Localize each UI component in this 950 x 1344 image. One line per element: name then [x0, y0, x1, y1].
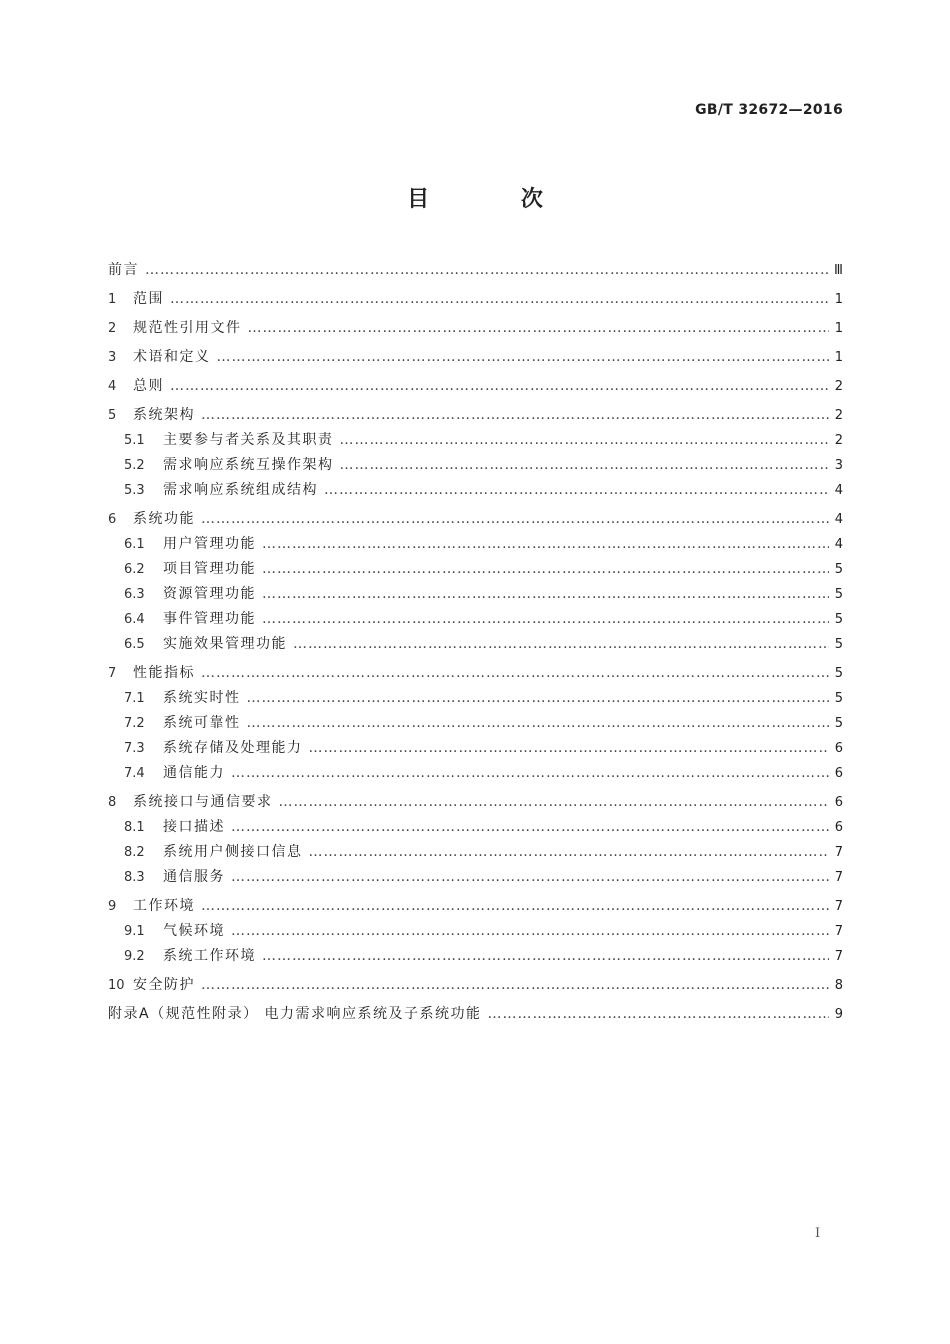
toc-entry-number: 9: [108, 899, 117, 914]
toc-entry[interactable]: [108, 815, 843, 840]
page-number: I: [815, 1226, 821, 1241]
toc-entry-number: 6: [108, 512, 117, 527]
toc-entry[interactable]: [108, 532, 843, 557]
toc-dot-leader: [340, 428, 829, 453]
toc-dot-leader: [201, 894, 829, 919]
toc-entry-page: 5: [834, 587, 843, 602]
toc-entry-number: 8: [108, 795, 117, 810]
toc-dot-leader: [247, 711, 829, 736]
toc-entry-label: 总则: [133, 378, 164, 394]
toc-entry[interactable]: [108, 316, 843, 341]
toc-entry-label: 系统可靠性: [163, 715, 241, 731]
toc-entry-label: 系统存储及处理能力: [163, 740, 303, 756]
toc-entry-number: 6.5: [124, 637, 145, 652]
toc-entry-label: 需求响应系统组成结构: [163, 482, 318, 498]
toc-dot-leader: [340, 453, 829, 478]
toc-entry-page: 2: [834, 433, 843, 448]
toc-entry-label: 通信服务: [163, 869, 225, 885]
toc-dot-leader: [262, 944, 829, 969]
toc-entry-label: 事件管理功能: [163, 611, 256, 627]
toc-entry[interactable]: [108, 973, 843, 998]
toc-entry-label: 系统架构: [133, 407, 195, 423]
toc-entry[interactable]: [108, 944, 843, 969]
toc-entry[interactable]: [108, 453, 843, 478]
toc-entry-label: 性能指标: [133, 665, 195, 681]
page-title: 目 次: [407, 187, 585, 212]
toc-entry-label: 系统功能: [133, 511, 195, 527]
toc-entry-label: 接口描述: [163, 819, 225, 835]
toc-entry-number: 8.2: [124, 845, 145, 860]
toc-entry[interactable]: [108, 865, 843, 890]
toc-dot-leader: [201, 507, 829, 532]
toc-entry-page: 6: [834, 820, 843, 835]
toc-entry-label: 用户管理功能: [163, 536, 256, 552]
toc-dot-leader: [201, 403, 829, 428]
toc-dot-leader: [262, 582, 829, 607]
toc-entry[interactable]: [108, 1002, 843, 1027]
toc-entry[interactable]: [108, 607, 843, 632]
toc-entry-number: 8.1: [124, 820, 145, 835]
toc-entry[interactable]: [108, 661, 843, 686]
toc-entry[interactable]: [108, 761, 843, 786]
toc-entry[interactable]: [108, 428, 843, 453]
toc-entry-number: 6.3: [124, 587, 145, 602]
toc-entry[interactable]: [108, 711, 843, 736]
toc-entry-label: 主要参与者关系及其职责: [163, 432, 334, 448]
toc-entry-number: 8.3: [124, 870, 145, 885]
toc-dot-leader: [217, 345, 829, 370]
toc-entry-number: 5.3: [124, 483, 145, 498]
toc-entry-page: 7: [834, 845, 843, 860]
toc-dot-leader: [201, 973, 829, 998]
toc-entry[interactable]: [108, 919, 843, 944]
toc-entry-page: 5: [834, 637, 843, 652]
toc-entry-number: 7.4: [124, 766, 145, 781]
toc-entry-page: 2: [834, 408, 843, 423]
toc-entry-label: 前言: [108, 262, 139, 278]
toc-entry-label: 规范性引用文件: [133, 320, 242, 336]
toc-entry-number: 1: [108, 292, 117, 307]
toc-entry-label: 安全防护: [133, 977, 195, 993]
toc-entry-page: 6: [834, 741, 843, 756]
toc-entry[interactable]: [108, 478, 843, 503]
toc-entry[interactable]: [108, 632, 843, 657]
toc-entry[interactable]: [108, 582, 843, 607]
toc-entry-label: 资源管理功能: [163, 586, 256, 602]
toc-entry-label: 工作环境: [133, 898, 195, 914]
toc-entry[interactable]: [108, 258, 843, 283]
toc-dot-leader: [170, 287, 829, 312]
toc-entry-number: 7: [108, 666, 117, 681]
toc-entry[interactable]: [108, 403, 843, 428]
toc-entry-page: 3: [834, 458, 843, 473]
toc-entry-number: 7.3: [124, 741, 145, 756]
toc-entry-page: 5: [834, 666, 843, 681]
toc-entry-label: 附录A（规范性附录） 电力需求响应系统及子系统功能: [108, 1006, 482, 1022]
toc-entry-number: 5: [108, 408, 117, 423]
table-of-contents: [108, 258, 843, 1027]
toc-entry-label: 范围: [133, 291, 164, 307]
toc-entry[interactable]: [108, 287, 843, 312]
toc-entry-label: 气候环境: [163, 923, 225, 939]
toc-entry[interactable]: [108, 686, 843, 711]
toc-entry[interactable]: [108, 894, 843, 919]
toc-entry-label: 系统工作环境: [163, 948, 256, 964]
toc-entry-number: 7.1: [124, 691, 145, 706]
toc-dot-leader: [170, 374, 829, 399]
toc-entry[interactable]: [108, 374, 843, 399]
toc-entry-page: 5: [834, 562, 843, 577]
toc-entry-page: Ⅲ: [834, 263, 843, 278]
toc-entry-number: 5.2: [124, 458, 145, 473]
toc-entry[interactable]: [108, 736, 843, 761]
toc-entry[interactable]: [108, 507, 843, 532]
toc-dot-leader: [247, 686, 829, 711]
toc-dot-leader: [262, 557, 829, 582]
toc-dot-leader: [309, 736, 829, 761]
toc-entry-page: 1: [834, 350, 843, 365]
toc-entry-label: 系统用户侧接口信息: [163, 844, 303, 860]
toc-entry-page: 4: [834, 483, 843, 498]
toc-entry-label: 项目管理功能: [163, 561, 256, 577]
toc-entry-page: 1: [834, 321, 843, 336]
toc-entry-label: 需求响应系统互操作架构: [163, 457, 334, 473]
toc-dot-leader: [488, 1002, 829, 1027]
toc-entry-page: 9: [834, 1007, 843, 1022]
toc-entry[interactable]: [108, 790, 843, 815]
toc-entry-number: 6.2: [124, 562, 145, 577]
toc-entry-page: 4: [834, 537, 843, 552]
toc-dot-leader: [262, 607, 829, 632]
toc-entry-number: 6.1: [124, 537, 145, 552]
toc-entry-number: 7.2: [124, 716, 145, 731]
toc-entry-label: 通信能力: [163, 765, 225, 781]
toc-entry-label: 系统实时性: [163, 690, 241, 706]
toc-entry-label: 系统接口与通信要求: [133, 794, 273, 810]
toc-entry-number: 3: [108, 350, 117, 365]
standard-code: GB/T 32672—2016: [695, 102, 843, 118]
toc-dot-leader: [248, 316, 829, 341]
toc-entry-page: 8: [834, 978, 843, 993]
toc-entry-number: 10: [108, 978, 125, 993]
toc-dot-leader: [279, 790, 829, 815]
toc-entry-page: 1: [834, 292, 843, 307]
toc-dot-leader: [324, 478, 829, 503]
toc-entry-page: 5: [834, 716, 843, 731]
toc-entry-number: 2: [108, 321, 117, 336]
toc-entry-number: 5.1: [124, 433, 145, 448]
toc-dot-leader: [231, 761, 829, 786]
toc-dot-leader: [231, 865, 829, 890]
toc-entry-page: 4: [834, 512, 843, 527]
toc-entry[interactable]: [108, 840, 843, 865]
toc-entry-page: 6: [834, 795, 843, 810]
toc-entry[interactable]: [108, 345, 843, 370]
toc-dot-leader: [231, 815, 829, 840]
toc-entry-page: 7: [834, 949, 843, 964]
toc-entry-label: 实施效果管理功能: [163, 636, 287, 652]
toc-entry-number: 9.1: [124, 924, 145, 939]
toc-entry[interactable]: [108, 557, 843, 582]
toc-dot-leader: [231, 919, 829, 944]
toc-entry-page: 7: [834, 924, 843, 939]
toc-dot-leader: [293, 632, 829, 657]
toc-entry-number: 9.2: [124, 949, 145, 964]
toc-entry-page: 2: [834, 379, 843, 394]
toc-dot-leader: [145, 258, 828, 283]
toc-entry-number: 4: [108, 379, 117, 394]
toc-entry-page: 7: [834, 870, 843, 885]
toc-entry-number: 6.4: [124, 612, 145, 627]
toc-entry-label: 术语和定义: [133, 349, 211, 365]
toc-entry-page: 5: [834, 612, 843, 627]
toc-dot-leader: [201, 661, 829, 686]
toc-entry-page: 5: [834, 691, 843, 706]
toc-dot-leader: [309, 840, 829, 865]
toc-entry-page: 7: [834, 899, 843, 914]
toc-entry-page: 6: [834, 766, 843, 781]
toc-dot-leader: [262, 532, 829, 557]
